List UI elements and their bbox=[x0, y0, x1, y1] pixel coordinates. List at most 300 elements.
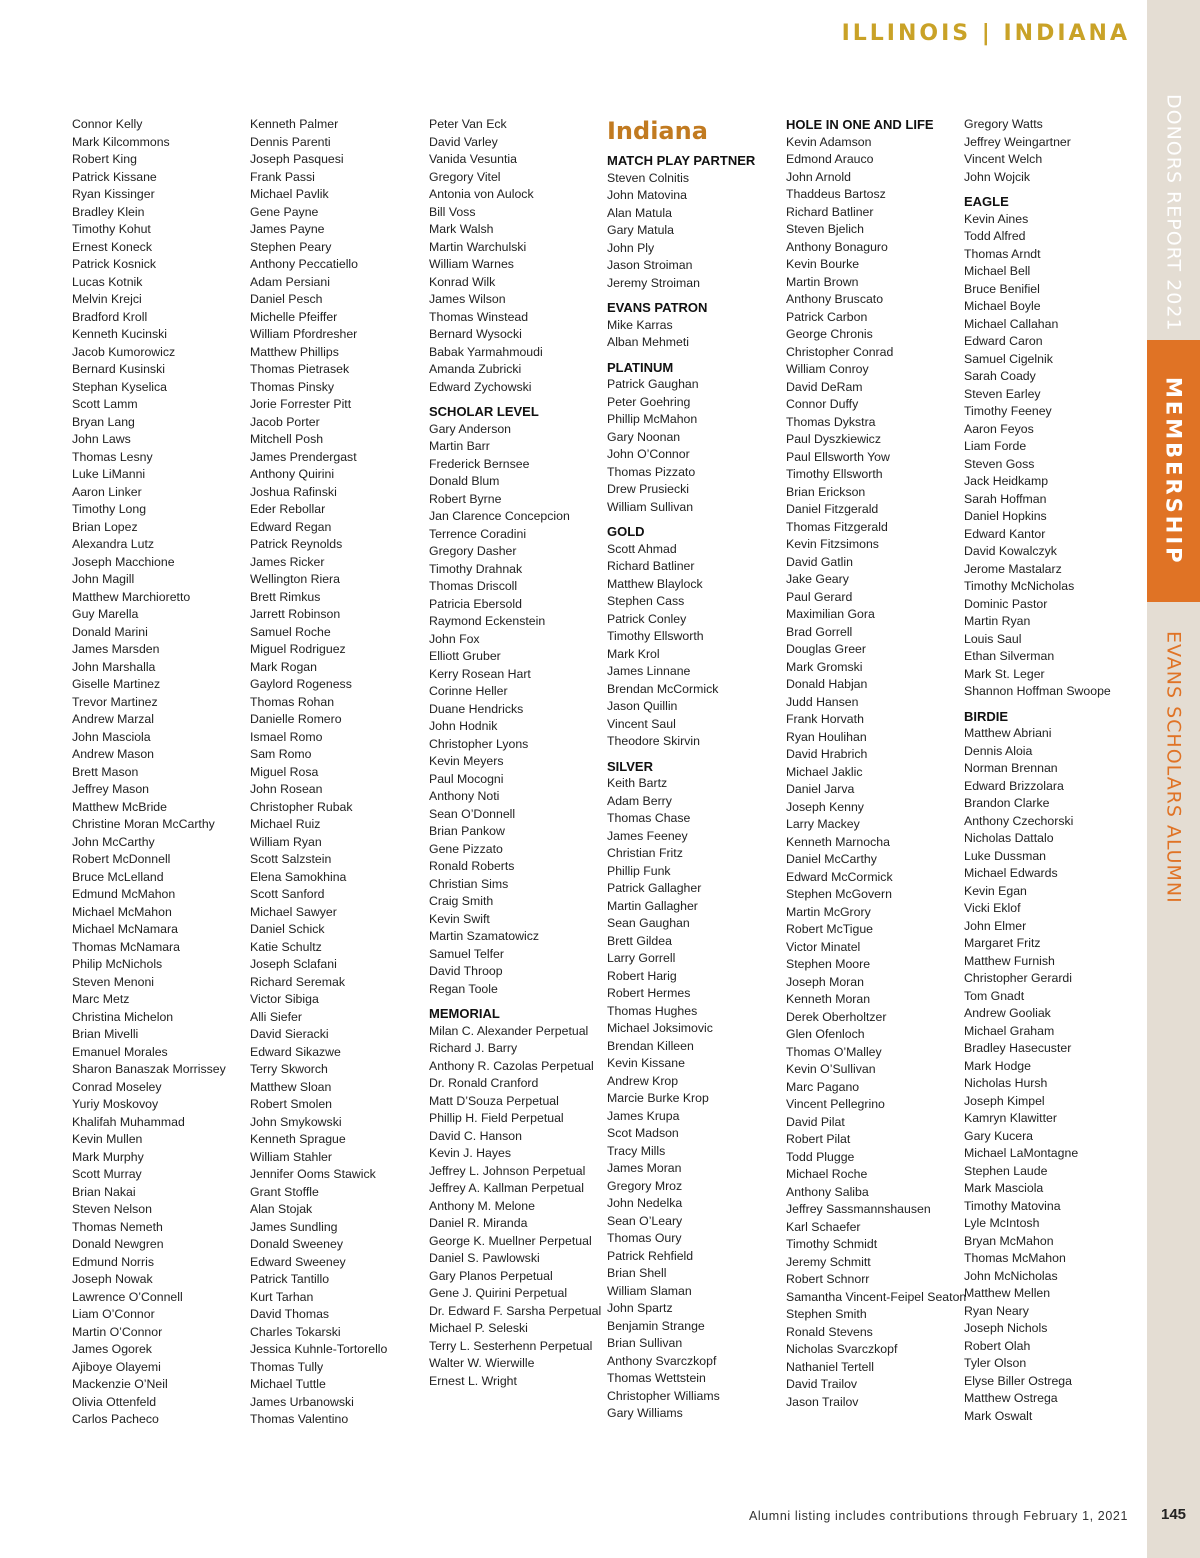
donor-name: Maximilian Gora bbox=[786, 607, 875, 621]
donor-group bbox=[964, 708, 1111, 1426]
donor-name: Robert McTigue bbox=[786, 922, 874, 936]
donor-name: Conrad Moseley bbox=[72, 1079, 162, 1094]
donor-name: Wellington Riera bbox=[250, 572, 340, 586]
donor-name: Dr. Edward F. Sarsha Perpetual bbox=[429, 1303, 602, 1318]
donor-name: Patricia Ebersold bbox=[429, 596, 522, 611]
donor-name: Alan Stojak bbox=[250, 1202, 313, 1216]
donor-name: Terry Skworch bbox=[250, 1062, 328, 1076]
donor-name: Patrick Reynolds bbox=[250, 537, 343, 551]
donor-name: Martin Brown bbox=[786, 274, 859, 289]
donor-name: John Matovina bbox=[607, 188, 687, 202]
donor-name: Danielle Romero bbox=[250, 712, 342, 726]
donor-name: Amanda Zubricki bbox=[429, 362, 522, 376]
donor-name: Christopher Williams bbox=[607, 1388, 720, 1403]
donor-name: Drew Prusiecki bbox=[607, 482, 689, 496]
donor-group bbox=[607, 299, 755, 352]
donor-name: Samuel Cigelnik bbox=[964, 351, 1053, 366]
donor-name: Jeffrey L. Johnson Perpetual bbox=[429, 1163, 586, 1178]
donor-name: Ryan Neary bbox=[964, 1303, 1029, 1318]
donor-name: Matthew Marchioretto bbox=[72, 589, 191, 604]
donor-name: Elyse Biller Ostrega bbox=[964, 1373, 1072, 1388]
donor-name: Michael McMahon bbox=[72, 904, 172, 919]
donor-name: Daniel S. Pawlowski bbox=[429, 1251, 540, 1265]
donor-name: Patrick Rehfield bbox=[607, 1248, 694, 1263]
donor-name: Antonia von Aulock bbox=[429, 187, 534, 201]
donor-name: Kenneth Moran bbox=[786, 992, 871, 1006]
donor-name: Connor Duffy bbox=[786, 397, 859, 411]
donor-name: Andrew Gooliak bbox=[964, 1006, 1051, 1020]
donor-name: Dominic Pastor bbox=[964, 596, 1048, 611]
donor-name: Walter W. Wierwille bbox=[429, 1356, 535, 1370]
donor-name: Vincent Pellegrino bbox=[786, 1097, 885, 1111]
donor-name: Donald Marini bbox=[72, 624, 148, 639]
donor-name: Timothy Schmidt bbox=[786, 1237, 878, 1251]
donor-name: Frank Horvath bbox=[786, 712, 864, 726]
donor-name: Mark Krol bbox=[607, 646, 660, 661]
donor-name: Milan C. Alexander Perpetual bbox=[429, 1023, 589, 1038]
donor-name: Louis Saul bbox=[964, 631, 1022, 646]
donor-name: Anthony Bonaguro bbox=[786, 239, 888, 254]
donor-name: Mark Hodge bbox=[964, 1058, 1031, 1073]
donor-name: Edmond Arauco bbox=[786, 152, 874, 166]
donor-name: John Magill bbox=[72, 572, 135, 586]
donor-name: Ethan Silverman bbox=[964, 649, 1055, 663]
donor-name: James Prendergast bbox=[250, 449, 357, 464]
donor-name: Jake Geary bbox=[786, 572, 849, 586]
donor-name: Lawrence O’Connell bbox=[72, 1289, 183, 1304]
donor-name: Ernest L. Wright bbox=[429, 1373, 517, 1388]
donor-name: Raymond Eckenstein bbox=[429, 614, 546, 628]
donor-name: Sharon Banaszak Morrissey bbox=[72, 1062, 226, 1076]
donor-name: Timothy Drahnak bbox=[429, 561, 523, 576]
donor-name: Marc Metz bbox=[72, 992, 130, 1006]
group-heading: GOLD bbox=[607, 524, 645, 539]
donor-name: Jacob Porter bbox=[250, 414, 320, 429]
donor-name: John Wojcik bbox=[964, 169, 1031, 184]
donor-name: Robert Harig bbox=[607, 968, 677, 983]
donor-name: Michael Edwards bbox=[964, 866, 1058, 880]
donor-name: Gregory Vitel bbox=[429, 169, 501, 184]
donor-name: Brian Erickson bbox=[786, 484, 866, 499]
donor-name: Robert Schnorr bbox=[786, 1272, 870, 1286]
donor-name: Andrew Mason bbox=[72, 747, 155, 761]
donor-name: Bryan Lang bbox=[72, 414, 135, 429]
donor-name: Thomas Rohan bbox=[250, 694, 335, 709]
donor-name: Thomas Wettstein bbox=[607, 1371, 706, 1385]
donor-name: Timothy Kohut bbox=[72, 222, 151, 236]
donor-name: Carlos Pacheco bbox=[72, 1412, 159, 1426]
donor-name: Ernest Koneck bbox=[72, 239, 152, 254]
donor-name: Bernard Kusinski bbox=[72, 362, 165, 376]
donor-name: Mark Masciola bbox=[964, 1181, 1044, 1195]
donor-name: Gary Anderson bbox=[429, 421, 512, 436]
donor-name: Judd Hansen bbox=[786, 694, 859, 709]
donor-name: Kevin O’Sullivan bbox=[786, 1062, 876, 1076]
donor-name: Lyle McIntosh bbox=[964, 1216, 1040, 1230]
donor-name: John Marshalla bbox=[72, 659, 156, 674]
name-column-2 bbox=[250, 116, 387, 1429]
donor-name: Elliott Gruber bbox=[429, 649, 501, 663]
sidebar-evans-scholars-label: EVANS SCHOLARS ALUMNI bbox=[1162, 631, 1185, 904]
donor-name: Miguel Rosa bbox=[250, 764, 319, 779]
donor-name: Dennis Aloia bbox=[964, 743, 1033, 758]
donor-name: Jeffrey A. Kallman Perpetual bbox=[429, 1181, 584, 1195]
donor-name: Kenneth Palmer bbox=[250, 117, 339, 131]
name-column-6 bbox=[964, 116, 1111, 1425]
donor-name: Kenneth Sprague bbox=[250, 1132, 346, 1146]
donor-name: Thomas Chase bbox=[607, 811, 691, 825]
donor-name: Christopher Rubak bbox=[250, 799, 353, 814]
donor-name: Marc Pagano bbox=[786, 1079, 860, 1094]
donor-name: Paul Mocogni bbox=[429, 771, 504, 786]
group-heading: MATCH PLAY PARTNER bbox=[607, 153, 756, 168]
donor-name: Robert Smolen bbox=[250, 1097, 333, 1111]
donor-name: Melvin Krejci bbox=[72, 292, 142, 306]
donor-name: Michael McNamara bbox=[72, 922, 178, 936]
group-heading: BIRDIE bbox=[964, 708, 1009, 724]
donor-name: Patrick Gallagher bbox=[607, 881, 702, 895]
donor-name: Sarah Coady bbox=[964, 369, 1036, 383]
donor-name: Vincent Saul bbox=[607, 716, 676, 731]
donor-name: David C. Hanson bbox=[429, 1128, 522, 1143]
donor-name: Frank Passi bbox=[250, 169, 315, 184]
donor-name: Christian Sims bbox=[429, 876, 509, 891]
donor-name: Frederick Bernsee bbox=[429, 456, 530, 471]
donor-name: William Conroy bbox=[786, 362, 869, 376]
donor-name: James Marsden bbox=[72, 642, 160, 656]
donor-name: Brendan McCormick bbox=[607, 681, 719, 696]
donor-name: Marcie Burke Krop bbox=[607, 1091, 709, 1105]
donor-name: Edward Sweeney bbox=[250, 1254, 346, 1269]
donor-name: Edmund McMahon bbox=[72, 887, 176, 901]
donor-name: Yuriy Moskovoy bbox=[72, 1097, 159, 1111]
donor-name: Guy Marella bbox=[72, 607, 139, 621]
donor-name: Terry L. Sesterhenn Perpetual bbox=[429, 1338, 593, 1353]
donor-name: Christopher Gerardi bbox=[964, 971, 1072, 985]
donor-name: Larry Gorrell bbox=[607, 951, 676, 965]
donor-name: Gary Williams bbox=[607, 1406, 683, 1420]
donor-name: Stephen Laude bbox=[964, 1163, 1048, 1178]
donor-name: Gene J. Quirini Perpetual bbox=[429, 1286, 568, 1300]
donor-name: John O’Connor bbox=[607, 447, 690, 461]
donor-name: Vanida Vesuntia bbox=[429, 152, 517, 166]
donor-name: John McCarthy bbox=[72, 834, 155, 849]
donor-name: Ajiboye Olayemi bbox=[72, 1359, 161, 1374]
donor-name: Daniel Schick bbox=[250, 922, 325, 936]
donor-name: Timothy Matovina bbox=[964, 1198, 1061, 1213]
donor-name: Regan Toole bbox=[429, 981, 498, 996]
donor-name: Robert King bbox=[72, 152, 137, 166]
donor-name: Bryan McMahon bbox=[964, 1233, 1054, 1248]
donor-name: Jason Trailov bbox=[786, 1394, 859, 1409]
donor-name: Phillip McMahon bbox=[607, 412, 698, 426]
donor-name: Adam Berry bbox=[607, 793, 672, 808]
donor-name: John Spartz bbox=[607, 1301, 673, 1315]
donor-name: Aaron Linker bbox=[72, 484, 142, 499]
donor-name: Robert Olah bbox=[964, 1338, 1031, 1353]
donor-name: Trevor Martinez bbox=[72, 694, 158, 709]
donor-name: Martin Barr bbox=[429, 439, 490, 453]
donor-name: George K. Muellner Perpetual bbox=[429, 1233, 592, 1248]
donor-name: David Sieracki bbox=[250, 1027, 329, 1041]
donor-name: Mark St. Leger bbox=[964, 666, 1045, 681]
donor-name: Thomas Arndt bbox=[964, 246, 1041, 261]
group-heading: HOLE IN ONE AND LIFE bbox=[786, 117, 934, 132]
donor-name: Thomas Oury bbox=[607, 1231, 682, 1245]
donor-name: Timothy McNicholas bbox=[964, 579, 1075, 593]
donor-name: Jack Heidkamp bbox=[964, 474, 1049, 488]
donor-name: Thomas Valentino bbox=[250, 1412, 349, 1426]
donor-name: William Ryan bbox=[250, 834, 322, 849]
donor-name: Elena Samokhina bbox=[250, 869, 347, 884]
donor-name: Kevin Meyers bbox=[429, 754, 504, 768]
donor-name: Daniel McCarthy bbox=[786, 852, 877, 866]
donor-name: Phillip H. Field Perpetual bbox=[429, 1111, 564, 1125]
donor-name: Patrick Tantillo bbox=[250, 1272, 330, 1286]
donor-name: Alexandra Lutz bbox=[72, 537, 155, 551]
name-column-1 bbox=[72, 116, 226, 1429]
donor-name: Anthony Czechorski bbox=[964, 813, 1074, 828]
donor-name: Emanuel Morales bbox=[72, 1044, 168, 1059]
donor-name: Matthew Abriani bbox=[964, 726, 1052, 740]
donor-name: Thomas McMahon bbox=[964, 1251, 1066, 1265]
donor-name: Scott Salzstein bbox=[250, 852, 332, 866]
donor-name: Ryan Kissinger bbox=[72, 187, 155, 201]
donor-name: Andrew Marzal bbox=[72, 712, 155, 726]
donor-name: Joshua Rafinski bbox=[250, 484, 337, 499]
donor-name: Mitchell Posh bbox=[250, 432, 324, 446]
donor-name: Timothy Ellsworth bbox=[607, 629, 704, 643]
donor-name: Thomas Pietrasek bbox=[250, 362, 350, 376]
donor-name: Brian Mivelli bbox=[72, 1027, 139, 1041]
donor-name: Jarrett Robinson bbox=[250, 607, 341, 621]
donor-name: Christine Moran McCarthy bbox=[72, 817, 215, 831]
donor-name: Sarah Hoffman bbox=[964, 491, 1047, 506]
page-number: 145 bbox=[1160, 1506, 1187, 1523]
donor-name: Sam Romo bbox=[250, 747, 312, 761]
donor-name: Gregory Watts bbox=[964, 117, 1043, 131]
donor-name: Brett Mason bbox=[72, 764, 139, 779]
donor-name: Paul Ellsworth Yow bbox=[786, 449, 890, 464]
donor-name: John Ply bbox=[607, 240, 655, 255]
donor-name: Terrence Coradini bbox=[429, 526, 527, 541]
donor-name: Anthony Quirini bbox=[250, 467, 335, 481]
donor-name: Lucas Kotnik bbox=[72, 274, 143, 289]
donor-name: Joseph Pasquesi bbox=[250, 152, 344, 166]
donor-name: Brett Rimkus bbox=[250, 589, 321, 604]
donor-name: Gregory Mroz bbox=[607, 1178, 683, 1193]
donor-name: Brian Nakai bbox=[72, 1184, 136, 1199]
donor-name: Patrick Gaughan bbox=[607, 377, 699, 391]
donor-name: Scott Lamm bbox=[72, 397, 138, 411]
donor-name: Kenneth Kucinski bbox=[72, 327, 168, 341]
donor-name: Anthony Peccatiello bbox=[250, 257, 359, 271]
donor-name: Michael Graham bbox=[964, 1023, 1055, 1038]
donor-name: Steven Menoni bbox=[72, 974, 155, 989]
donor-name: Edward Regan bbox=[250, 519, 332, 534]
name-column-5 bbox=[786, 116, 970, 1411]
donor-name: Todd Plugge bbox=[786, 1149, 855, 1164]
donor-name: Brian Shell bbox=[607, 1266, 667, 1280]
donor-name: Michael Boyle bbox=[964, 299, 1041, 313]
donor-name: Edward Zychowski bbox=[429, 379, 532, 394]
donor-name: Richard Seremak bbox=[250, 974, 345, 989]
donor-name: Karl Schaefer bbox=[786, 1219, 861, 1234]
donor-name: James Wilson bbox=[429, 292, 506, 306]
donor-name: Matthew Blaylock bbox=[607, 576, 703, 591]
donor-name: Daniel Pesch bbox=[250, 292, 323, 306]
donor-name: Michael Bell bbox=[964, 264, 1031, 278]
donor-name: Thomas Driscoll bbox=[429, 579, 518, 593]
donor-name: John Smykowski bbox=[250, 1114, 342, 1129]
donor-name: Samuel Telfer bbox=[429, 946, 504, 961]
donor-name: Mark Kilcommons bbox=[72, 134, 170, 149]
donor-name: Jason Quillin bbox=[607, 699, 678, 713]
donor-name: Steven Nelson bbox=[72, 1202, 152, 1216]
donor-name: Brendan Killeen bbox=[607, 1038, 694, 1053]
donor-name: Timothy Feeney bbox=[964, 404, 1052, 418]
donor-name: Miguel Rodriguez bbox=[250, 642, 346, 656]
donor-name: Matt D’Souza Perpetual bbox=[429, 1093, 559, 1108]
donor-name: Christina Michelon bbox=[72, 1009, 174, 1024]
donor-name: David Gatlin bbox=[786, 554, 853, 569]
donor-name: Robert Hermes bbox=[607, 986, 691, 1000]
donor-name: Bruce Benifiel bbox=[964, 281, 1040, 296]
donor-name: James Sundling bbox=[250, 1219, 338, 1234]
donor-name: Samuel Roche bbox=[250, 624, 331, 639]
donor-name: Ronald Roberts bbox=[429, 859, 515, 873]
donor-name: Liam O’Connor bbox=[72, 1307, 155, 1321]
donor-name: Jeremy Schmitt bbox=[786, 1254, 871, 1269]
donor-name: Samantha Vincent-Feipel Seaton bbox=[786, 1289, 967, 1304]
donor-name: Luke Dussman bbox=[964, 848, 1047, 863]
donor-name: Khalifah Muhammad bbox=[72, 1114, 185, 1129]
group-heading: EAGLE bbox=[964, 194, 1009, 209]
donor-name: Mike Karras bbox=[607, 317, 673, 332]
group-heading: PLATINUM bbox=[607, 359, 674, 375]
donor-name: Patrick Carbon bbox=[786, 309, 868, 324]
donor-name: Matthew Sloan bbox=[250, 1079, 332, 1094]
donor-name: Bruce McLelland bbox=[72, 869, 164, 884]
donor-name: Stephen McGovern bbox=[786, 887, 892, 901]
donor-name: David Varley bbox=[429, 134, 498, 149]
donor-name: Mark Rogan bbox=[250, 659, 317, 674]
donor-group bbox=[429, 116, 613, 396]
donor-name: Kevin Egan bbox=[964, 883, 1027, 898]
donor-name: Victor Minatel bbox=[786, 939, 861, 954]
donor-name: Mark Oswalt bbox=[964, 1408, 1033, 1423]
donor-name: Matthew Mellen bbox=[964, 1286, 1051, 1300]
donor-group bbox=[429, 403, 613, 998]
donor-name: Stephen Cass bbox=[607, 594, 685, 608]
donor-name: Richard Batliner bbox=[786, 204, 874, 219]
donor-name: Daniel Jarva bbox=[786, 782, 855, 796]
donor-name: Peter Van Eck bbox=[429, 117, 507, 131]
donor-name: Stephen Smith bbox=[786, 1307, 867, 1321]
donor-name: Kevin Swift bbox=[429, 911, 490, 926]
donor-name: Keith Bartz bbox=[607, 776, 668, 790]
donor-name: Matthew Phillips bbox=[250, 344, 339, 359]
donor-name: Daniel Hopkins bbox=[964, 509, 1047, 523]
donor-name: Stephen Moore bbox=[786, 957, 871, 971]
donor-name: Michael LaMontagne bbox=[964, 1146, 1079, 1160]
group-heading: SCHOLAR LEVEL bbox=[429, 404, 539, 419]
donor-group bbox=[607, 359, 755, 517]
donor-name: Thomas Tully bbox=[250, 1359, 324, 1374]
donor-name: Martin O’Connor bbox=[72, 1324, 163, 1339]
donor-name: Margaret Fritz bbox=[964, 936, 1041, 950]
donor-name: Thaddeus Bartosz bbox=[786, 187, 886, 201]
sidebar-donors-report-label: DONORS REPORT 2021 bbox=[1162, 93, 1185, 332]
donor-name: Brian Sullivan bbox=[607, 1336, 683, 1350]
donor-name: Adam Persiani bbox=[250, 274, 330, 289]
donor-name: Jorie Forrester Pitt bbox=[250, 397, 352, 411]
donor-name: Bradley Hasecuster bbox=[964, 1041, 1072, 1055]
sidebar-evans-scholars bbox=[1147, 615, 1200, 920]
donor-name: Gary Matula bbox=[607, 223, 674, 237]
donor-name: Michael Tuttle bbox=[250, 1377, 326, 1391]
donor-name: Olivia Ottenfeld bbox=[72, 1394, 157, 1409]
donor-name: Thomas Winstead bbox=[429, 309, 529, 324]
donor-name: Kevin J. Hayes bbox=[429, 1146, 512, 1160]
donor-name: William Stahler bbox=[250, 1149, 332, 1164]
donor-name: Scot Madson bbox=[607, 1126, 679, 1140]
donor-name: David Pilat bbox=[786, 1114, 845, 1129]
donor-name: Richard Batliner bbox=[607, 559, 695, 573]
donor-name: George Chronis bbox=[786, 327, 873, 341]
donor-name: James Ogorek bbox=[72, 1342, 152, 1356]
name-column-3 bbox=[429, 116, 613, 1390]
donor-name: James Urbanowski bbox=[250, 1394, 354, 1409]
donor-name: Stephen Peary bbox=[250, 239, 332, 254]
donor-name: Matthew Ostrega bbox=[964, 1391, 1058, 1405]
donor-name: Scott Sanford bbox=[250, 887, 325, 901]
donor-name: Sean O’Leary bbox=[607, 1213, 683, 1228]
donor-name: Thomas O’Malley bbox=[786, 1044, 882, 1059]
donor-name: Ryan Houlihan bbox=[786, 729, 867, 744]
donor-name: Gary Kucera bbox=[964, 1128, 1034, 1143]
donor-name: Steven Bjelich bbox=[786, 222, 864, 236]
donor-name: Nicholas Hursh bbox=[964, 1076, 1048, 1090]
donor-name: Joseph Sclafani bbox=[250, 957, 337, 971]
donor-name: Thomas Fitzgerald bbox=[786, 519, 888, 534]
donor-name: David Throop bbox=[429, 964, 503, 978]
donor-name: Norman Brennan bbox=[964, 761, 1058, 775]
donor-name: Kevin Kissane bbox=[607, 1056, 685, 1070]
donor-name: Charles Tokarski bbox=[250, 1324, 341, 1339]
donor-name: Thomas Lesny bbox=[72, 449, 153, 464]
donor-name: Jessica Kuhnle-Tortorello bbox=[250, 1342, 388, 1356]
donor-name: Edward Sikazwe bbox=[250, 1044, 341, 1059]
donor-name: John Arnold bbox=[786, 169, 851, 184]
donor-name: Jerome Mastalarz bbox=[964, 561, 1062, 576]
donor-name: Michael Sawyer bbox=[250, 904, 337, 919]
donor-name: Donald Blum bbox=[429, 474, 500, 488]
donor-name: David Kowalczyk bbox=[964, 544, 1057, 558]
donor-name: Todd Alfred bbox=[964, 229, 1026, 243]
donor-name: Bernard Wysocki bbox=[429, 327, 522, 341]
donor-name: Vincent Welch bbox=[964, 152, 1043, 166]
donor-name: Alli Siefer bbox=[250, 1009, 302, 1024]
donor-name: James Linnane bbox=[607, 664, 691, 678]
donor-name: William Pfordresher bbox=[250, 327, 358, 341]
donor-name: Craig Smith bbox=[429, 894, 494, 908]
donor-name: Babak Yarmahmoudi bbox=[429, 344, 543, 359]
donor-name: Paul Dyszkiewicz bbox=[786, 432, 881, 446]
donor-name: Martin Szamatowicz bbox=[429, 929, 540, 943]
donor-name: Martin Warchulski bbox=[429, 239, 527, 254]
donor-name: Gene Payne bbox=[250, 204, 319, 219]
